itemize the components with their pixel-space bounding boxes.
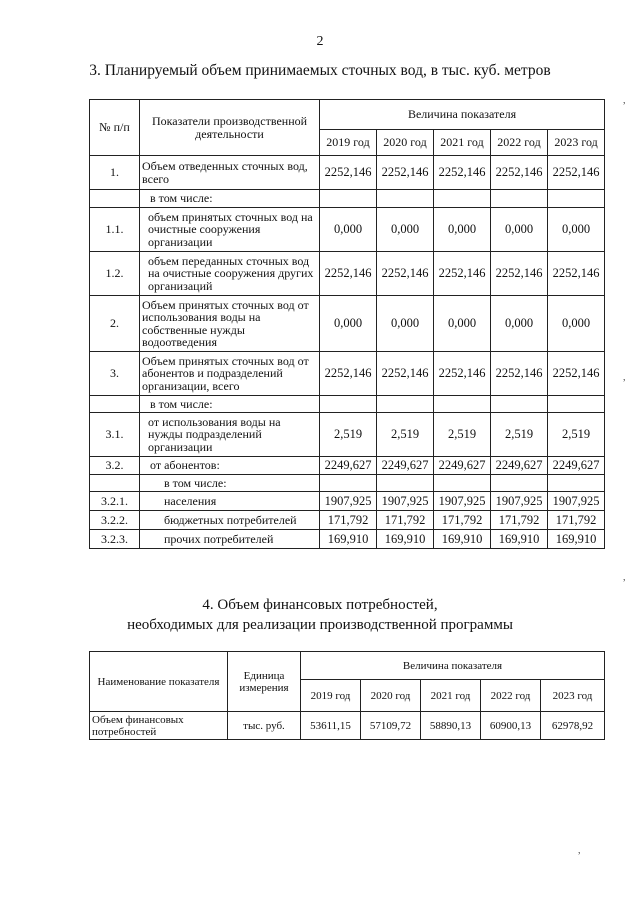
row-number: 1.1. — [90, 208, 140, 252]
col-header-value: Величина показателя — [320, 100, 605, 130]
value-cell: 2,519 — [491, 413, 548, 457]
value-cell: 2,519 — [548, 413, 605, 457]
value-cell: 2252,146 — [377, 252, 434, 296]
value-cell: 2252,146 — [491, 156, 548, 190]
value-cell: 2252,146 — [320, 156, 377, 190]
value-cell: 169,910 — [434, 530, 491, 549]
year-header: 2021 год — [421, 680, 481, 712]
section-4-heading-line2: необходимых для реализации производственной программы — [127, 617, 513, 633]
row-unit: тыс. руб. — [228, 712, 301, 740]
wastewater-volume-table — [89, 99, 605, 549]
value-cell: 57109,72 — [361, 712, 421, 740]
value-cell: 2,519 — [434, 413, 491, 457]
year-header: 2019 год — [320, 130, 377, 156]
value-cell: 1907,925 — [491, 492, 548, 511]
value-cell: 1907,925 — [548, 492, 605, 511]
row-number: 1.2. — [90, 252, 140, 296]
row-number: 3.2.3. — [90, 530, 140, 549]
value-cell: 2252,146 — [377, 352, 434, 396]
value-cell: 169,910 — [377, 530, 434, 549]
year-header: 2020 год — [361, 680, 421, 712]
row-label: Объем отведенных сточных вод, всего — [140, 156, 320, 190]
table-row — [90, 352, 605, 396]
row-label: в том числе: — [140, 475, 320, 492]
table-row — [90, 208, 605, 252]
table-row — [90, 492, 605, 511]
value-cell: 171,792 — [548, 511, 605, 530]
value-cell: 0,000 — [434, 296, 491, 352]
value-cell: 58890,13 — [421, 712, 481, 740]
value-cell: 2252,146 — [548, 252, 605, 296]
row-label: Объем принятых сточных вод от использования воды на собственные нужды водоотведения — [140, 296, 320, 352]
value-cell: 0,000 — [548, 208, 605, 252]
row-number: 2. — [90, 296, 140, 352]
value-cell — [320, 475, 377, 492]
value-cell: 0,000 — [548, 296, 605, 352]
value-cell: 2252,146 — [491, 352, 548, 396]
section-3-heading: 3. Планируемый объем принимаемых сточных вод, в тыс. куб. метров — [89, 62, 551, 79]
page-number: 2 — [316, 34, 324, 49]
financial-needs-table — [89, 651, 605, 740]
value-cell: 2249,627 — [548, 457, 605, 475]
value-cell: 2252,146 — [548, 156, 605, 190]
value-cell — [491, 190, 548, 208]
row-number: 3.1. — [90, 413, 140, 457]
value-cell: 169,910 — [491, 530, 548, 549]
col-header-indicator: Показатели производственной деятельности — [140, 100, 320, 156]
row-label: прочих потребителей — [140, 530, 320, 549]
value-cell: 0,000 — [491, 296, 548, 352]
value-cell: 2,519 — [377, 413, 434, 457]
value-cell — [320, 190, 377, 208]
table-row — [90, 296, 605, 352]
value-cell: 169,910 — [548, 530, 605, 549]
section-4-heading-line1: 4. Объем финансовых потребностей, — [202, 597, 438, 613]
scan-mark: , — [623, 372, 626, 383]
value-cell: 2252,146 — [434, 156, 491, 190]
col-header-name: Наименование показателя — [90, 652, 228, 712]
row-number — [90, 396, 140, 413]
scan-mark: , — [578, 845, 581, 856]
value-cell — [320, 396, 377, 413]
col-header-number: № п/п — [90, 100, 140, 156]
year-header: 2021 год — [434, 130, 491, 156]
table-row — [90, 190, 605, 208]
value-cell — [491, 396, 548, 413]
value-cell: 2252,146 — [434, 352, 491, 396]
year-header: 2023 год — [548, 130, 605, 156]
row-number: 3. — [90, 352, 140, 396]
value-cell: 2249,627 — [377, 457, 434, 475]
value-cell — [434, 396, 491, 413]
row-number: 3.2. — [90, 457, 140, 475]
scan-mark: , — [623, 572, 626, 583]
table-row — [90, 530, 605, 549]
year-header: 2022 год — [481, 680, 541, 712]
value-cell: 62978,92 — [541, 712, 605, 740]
value-cell: 171,792 — [491, 511, 548, 530]
year-header: 2022 год — [491, 130, 548, 156]
table-row — [90, 413, 605, 457]
value-cell: 2249,627 — [434, 457, 491, 475]
value-cell: 2,519 — [320, 413, 377, 457]
year-header: 2019 год — [301, 680, 361, 712]
value-cell: 2252,146 — [377, 156, 434, 190]
value-cell — [434, 190, 491, 208]
table-row — [90, 252, 605, 296]
row-label: населения — [140, 492, 320, 511]
table-row — [90, 457, 605, 475]
value-cell: 2252,146 — [320, 252, 377, 296]
col-header-unit: Единица измерения — [228, 652, 301, 712]
value-cell: 60900,13 — [481, 712, 541, 740]
value-cell: 1907,925 — [320, 492, 377, 511]
value-cell: 2249,627 — [320, 457, 377, 475]
value-cell: 0,000 — [320, 208, 377, 252]
row-label: от использования воды на нужды подразделений организации — [140, 413, 320, 457]
value-cell: 0,000 — [377, 296, 434, 352]
row-number — [90, 475, 140, 492]
value-cell: 171,792 — [377, 511, 434, 530]
value-cell — [548, 475, 605, 492]
table-row — [90, 156, 605, 190]
value-cell — [548, 396, 605, 413]
value-cell: 2249,627 — [491, 457, 548, 475]
value-cell — [434, 475, 491, 492]
row-label: в том числе: — [140, 190, 320, 208]
row-label: бюджетных потребителей — [140, 511, 320, 530]
row-number — [90, 190, 140, 208]
value-cell: 0,000 — [377, 208, 434, 252]
value-cell: 2252,146 — [320, 352, 377, 396]
value-cell: 169,910 — [320, 530, 377, 549]
row-label: в том числе: — [140, 396, 320, 413]
value-cell — [377, 190, 434, 208]
value-cell: 2252,146 — [434, 252, 491, 296]
table-row — [90, 511, 605, 530]
row-label: от абонентов: — [140, 457, 320, 475]
value-cell: 0,000 — [434, 208, 491, 252]
value-cell: 53611,15 — [301, 712, 361, 740]
year-header: 2020 год — [377, 130, 434, 156]
value-cell — [377, 475, 434, 492]
row-label: Объем финансовых потребностей — [90, 712, 228, 740]
value-cell — [548, 190, 605, 208]
value-cell: 171,792 — [320, 511, 377, 530]
value-cell — [377, 396, 434, 413]
row-label: объем принятых сточных вод на очистные сооружения организации — [140, 208, 320, 252]
value-cell: 2252,146 — [491, 252, 548, 296]
table-row — [90, 396, 605, 413]
value-cell: 1907,925 — [434, 492, 491, 511]
table-row — [90, 475, 605, 492]
row-label: Объем принятых сточных вод от абонентов и подразделений организации, всего — [140, 352, 320, 396]
value-cell: 2252,146 — [548, 352, 605, 396]
row-number: 1. — [90, 156, 140, 190]
scan-mark: , — [623, 95, 626, 106]
col-header-value: Величина показателя — [301, 652, 605, 680]
value-cell: 0,000 — [491, 208, 548, 252]
value-cell — [491, 475, 548, 492]
value-cell: 1907,925 — [377, 492, 434, 511]
row-number: 3.2.2. — [90, 511, 140, 530]
value-cell: 0,000 — [320, 296, 377, 352]
value-cell: 171,792 — [434, 511, 491, 530]
row-label: объем переданных сточных вод на очистные сооружения других организаций — [140, 252, 320, 296]
row-number: 3.2.1. — [90, 492, 140, 511]
year-header: 2023 год — [541, 680, 605, 712]
